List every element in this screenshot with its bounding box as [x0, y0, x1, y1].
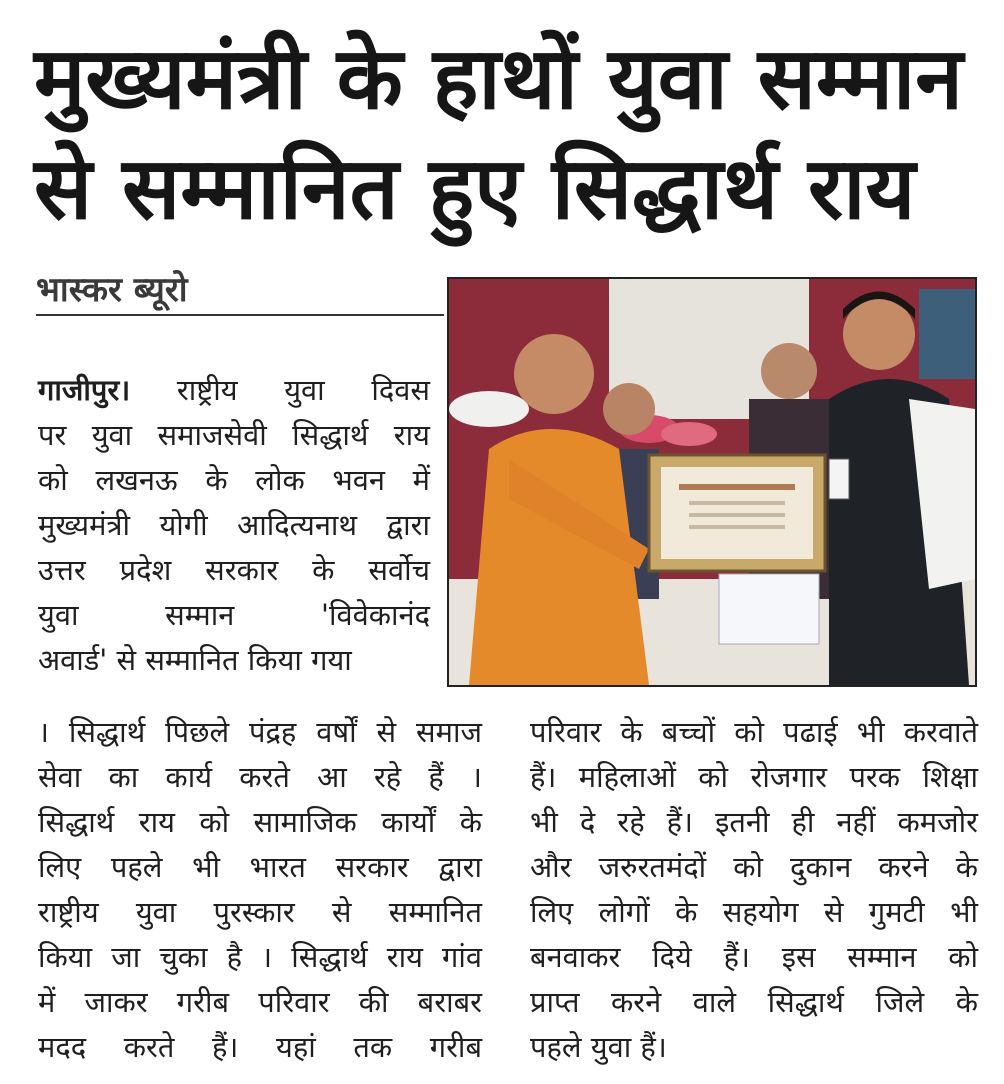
article-line: लिए पहले भी भारत सरकार द्वारा — [38, 850, 482, 884]
dateline: गाजीपुर। — [38, 373, 131, 407]
headline-line-2: से सम्मानित हुए सिद्धार्थ राय — [34, 139, 916, 239]
envelope — [719, 574, 819, 644]
article-column-3 — [530, 710, 978, 1070]
article-line: पहले युवा हैं। — [530, 1030, 667, 1064]
article-line: लिए लोगों के सहयोग से गुमटी भी — [530, 895, 978, 929]
photo-banner — [919, 289, 975, 379]
article-line: और जरुरतमंदों को दुकान करने के — [530, 850, 978, 884]
award-ceremony-photo — [447, 277, 977, 687]
article-column-1 — [38, 368, 430, 683]
article-line: बनवाकर दिये हैं। इस सम्मान को — [530, 940, 978, 974]
article-line: में जाकर गरीब परिवार की बराबर — [38, 985, 482, 1019]
article-line: मुख्यमंत्री योगी आदित्यनाथ द्वारा — [38, 508, 430, 542]
headline-line-1: मुख्यमंत्री के हाथों युवा सम्मान — [34, 29, 964, 129]
article-line: भी दे रहे हैं। इतनी ही नहीं कमजोर — [530, 805, 978, 839]
article-line: मदद करते हैं। यहां तक गरीब — [38, 1030, 482, 1064]
article-line: पर युवा समाजसेवी सिद्धार्थ राय — [38, 418, 430, 452]
article-line: । सिद्धार्थ पिछले पंद्रह वर्षों से समाज — [38, 715, 482, 749]
article-line: किया जा चुका है । सिद्धार्थ राय गांव — [38, 940, 482, 974]
article-line: परिवार के बच्चों को पढाई भी करवाते — [530, 715, 978, 749]
article-line: सिद्धार्थ राय को सामाजिक कार्यों के — [38, 805, 482, 839]
article-line: उत्तर प्रदेश सरकार के सर्वोच — [38, 553, 430, 587]
article-column-2 — [38, 710, 482, 1070]
article-line-text: राष्ट्रीय युवा दिवस — [130, 373, 430, 407]
article-line: सेवा का कार्य करते आ रहे हैं । — [38, 760, 482, 794]
article-line: राष्ट्रीय युवा पुरस्कार से सम्मानित — [38, 895, 482, 929]
article-line: प्राप्त करने वाले सिद्धार्थ जिले के — [530, 985, 978, 1019]
byline: भास्कर ब्यूरो — [36, 270, 188, 310]
article-line: युवा सम्मान 'विवेकानंद — [38, 598, 430, 632]
photo-illustration — [449, 279, 975, 685]
article-line: हैं। महिलाओं को रोजगार परक शिक्षा — [530, 760, 978, 794]
certificate-frame — [649, 455, 825, 571]
byline-divider — [36, 314, 444, 316]
article-line: अवार्ड' से सम्मानित किया गया — [38, 643, 352, 677]
headline — [34, 24, 984, 244]
article-line — [38, 368, 430, 413]
article-line: को लखनऊ के लोक भवन में — [38, 463, 430, 497]
